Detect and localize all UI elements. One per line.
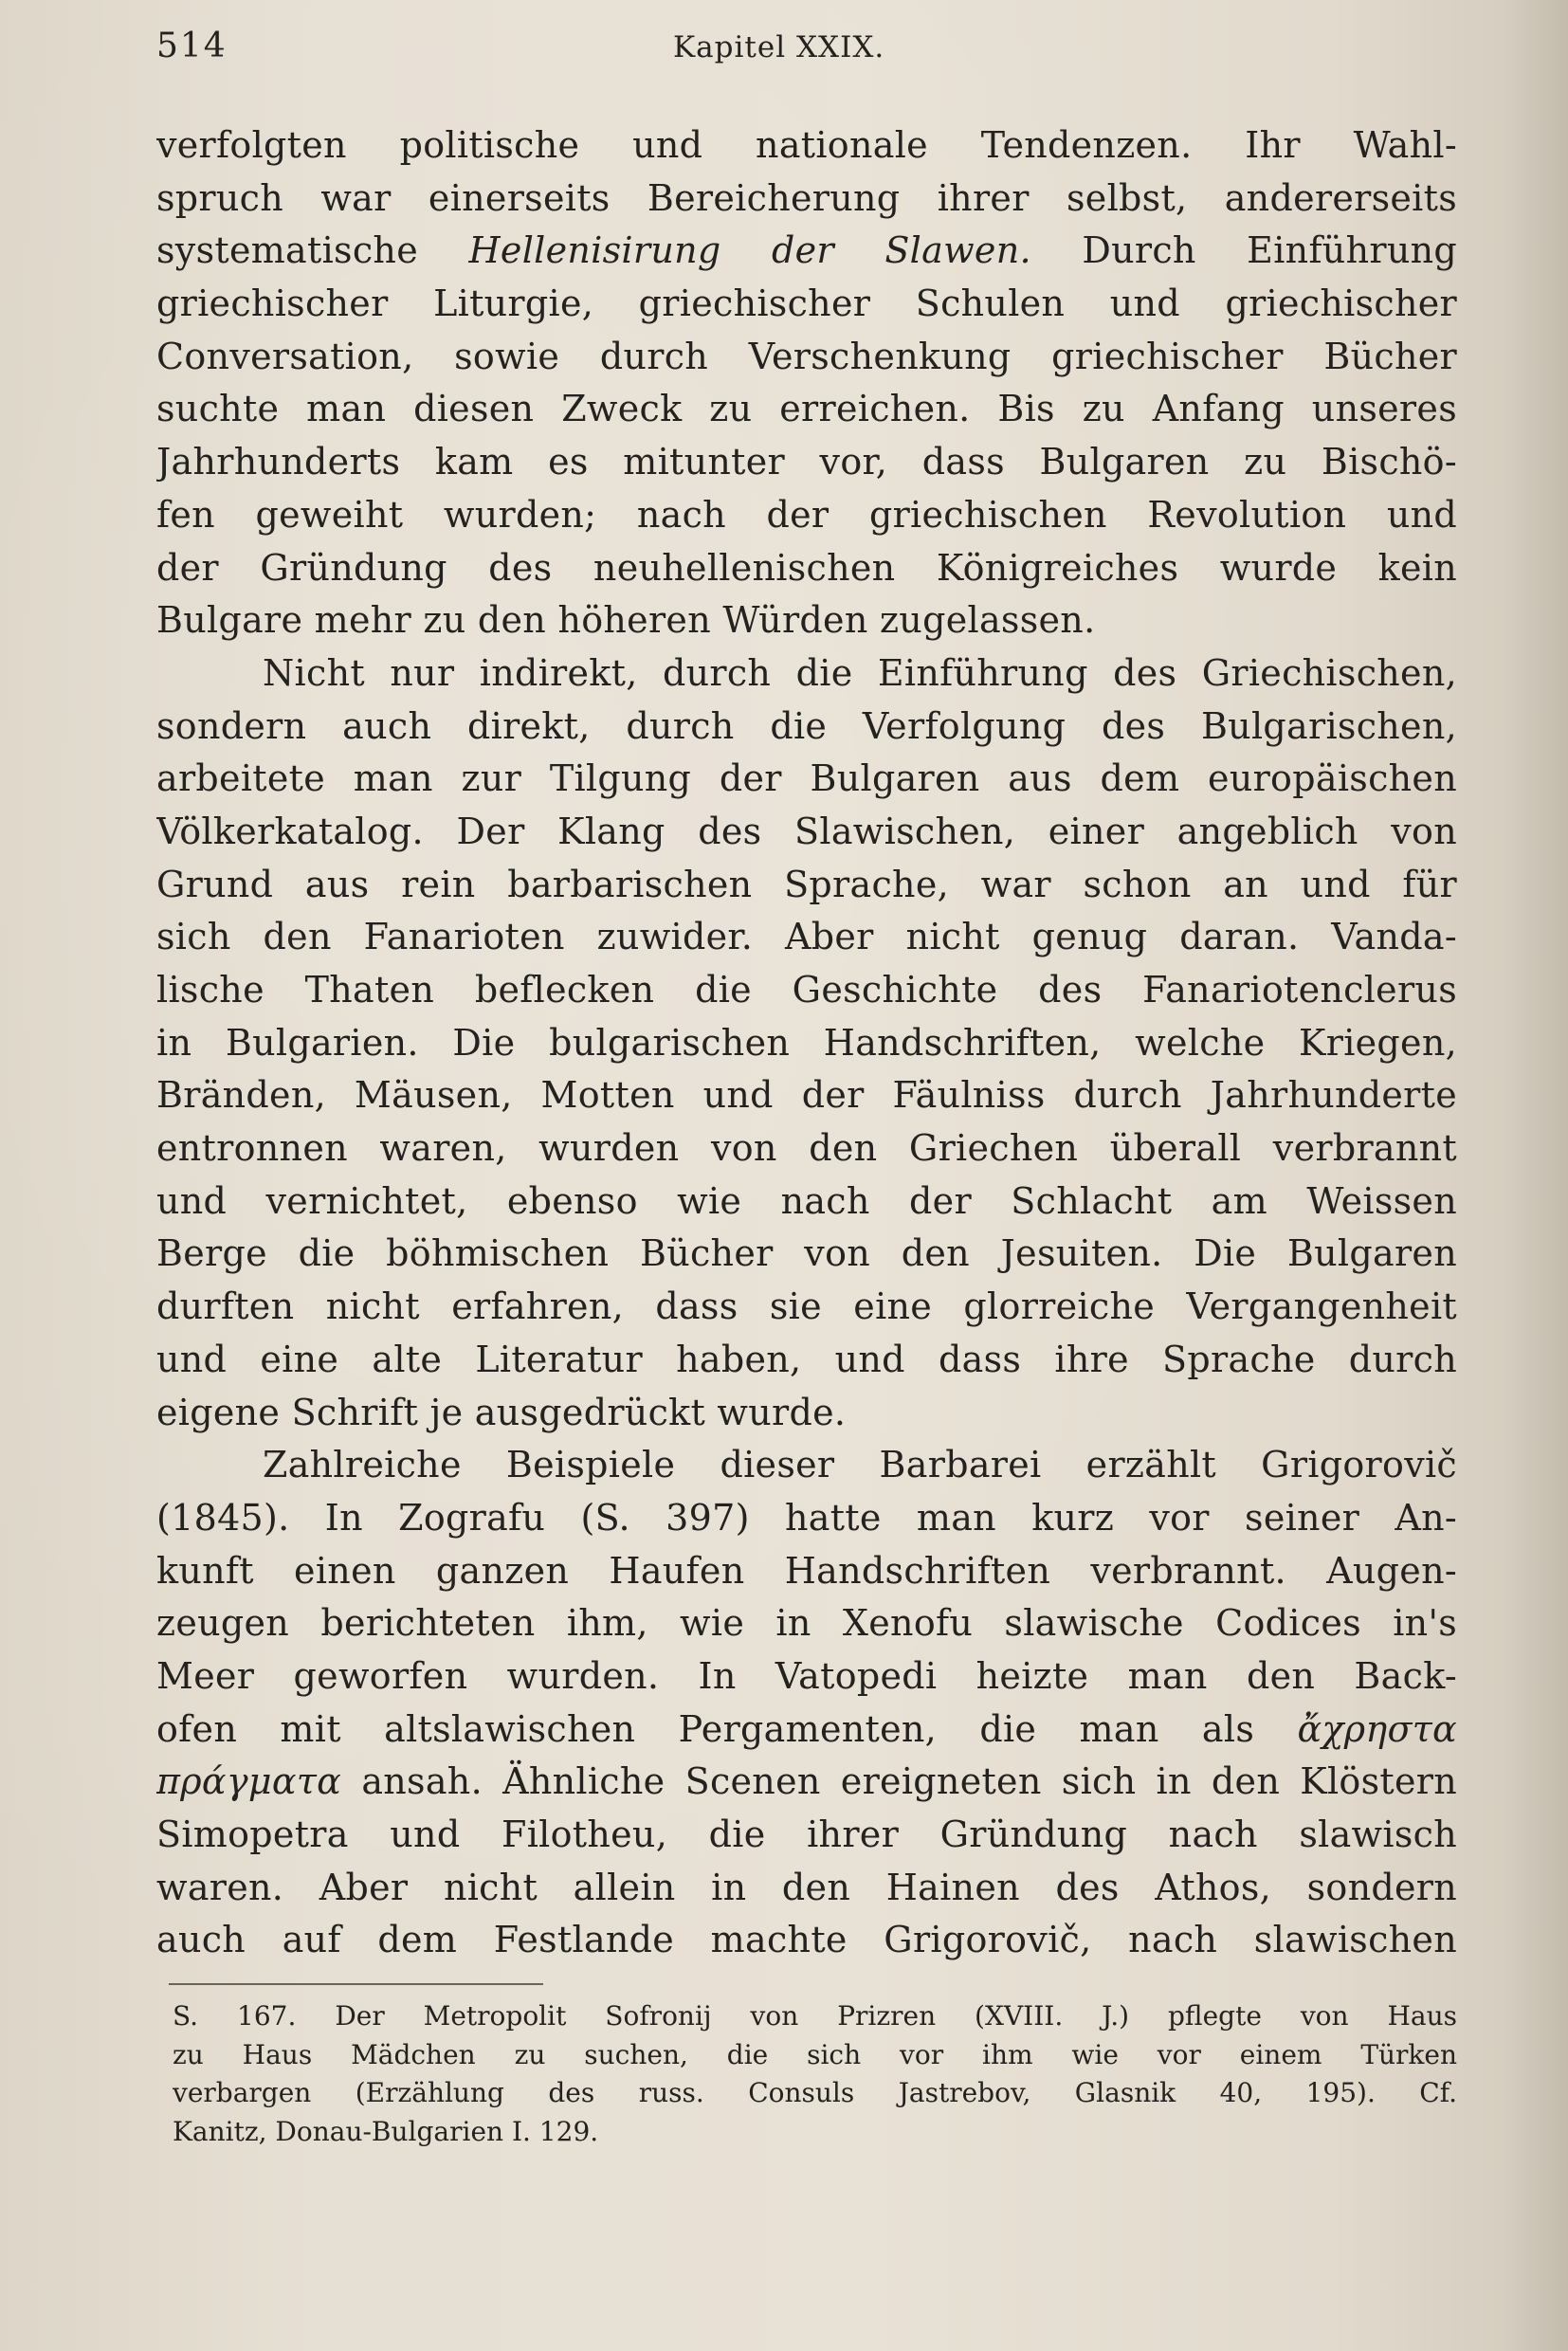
italic-emphasis: Hellenisirung der Slawen. <box>468 229 1031 272</box>
greek-italic-word: πράγματα <box>156 1760 342 1803</box>
text-span: ansah. Ähnliche Scenen ereigneten sich in den Klöstern <box>361 1760 1457 1803</box>
text-line: lische Thaten beflecken die Geschichte des Fanariotenclerus <box>156 969 1457 1011</box>
footnote-line: Kanitz, Donau-Bulgarien I. 129. <box>173 2115 599 2147</box>
paragraph-end-line: Bulgare mehr zu den höheren Würden zugelassen. <box>156 599 1096 642</box>
text-line: zeugen berichteten ihm, wie in Xenofu slawische Codices in's <box>156 1602 1457 1645</box>
text-span: ofen mit altslawischen Pergamenten, die man als <box>156 1707 1255 1750</box>
text-line: Conversation, sowie durch Verschenkung griechischer Bücher <box>156 335 1457 377</box>
text-line: Meer geworfen wurden. In Vatopedi heizte man den Back- <box>156 1654 1457 1697</box>
text-line: auch auf dem Festlande machte Grigorovič, nach slawischen <box>156 1919 1457 1961</box>
page-edge-shadow <box>1502 0 1568 2351</box>
footnote-line: verbargen (Erzählung des russ. Consuls Jastrebov, Glasnik 40, 195). Cf. <box>173 2077 1457 2108</box>
footnote <box>173 1997 1457 2151</box>
text-line: verfolgten politische und nationale Tendenzen. Ihr Wahl- <box>156 124 1457 166</box>
text-line: spruch war einerseits Bereicherung ihrer selbst, andererseits <box>156 176 1457 219</box>
body-text <box>156 119 1457 1967</box>
text-line <box>156 1756 1457 1809</box>
text-line: sondern auch direkt, durch die Verfolgung des Bulgarischen, <box>156 704 1457 747</box>
footnote-divider <box>169 1983 543 1985</box>
text-line: kunft einen ganzen Haufen Handschriften verbrannt. Augen- <box>156 1549 1457 1592</box>
text-line: fen geweiht wurden; nach der griechischen Revolution und <box>156 493 1457 536</box>
text-line: durften nicht erfahren, dass sie eine glorreiche Vergangenheit <box>156 1285 1457 1328</box>
text-line: sich den Fanarioten zuwider. Aber nicht genug daran. Vanda- <box>156 916 1457 958</box>
text-line: Völkerkatalog. Der Klang des Slawischen, einer angeblich von <box>156 810 1457 852</box>
text-line: in Bulgarien. Die bulgarischen Handschriften, welche Kriegen, <box>156 1021 1457 1064</box>
text-line: (1845). In Zografu (S. 397) hatte man kurz vor seiner An- <box>156 1496 1457 1539</box>
text-line <box>156 225 1457 278</box>
chapter-title: Kapitel XXIX. <box>673 30 885 64</box>
running-head <box>156 27 1465 83</box>
text-line: arbeitete man zur Tilgung der Bulgaren aus dem europäischen <box>156 757 1457 800</box>
text-span: systematische <box>156 229 418 272</box>
text-line: Bränden, Mäusen, Motten und der Fäulniss durch Jahrhunderte <box>156 1074 1457 1117</box>
paragraph-end-line: eigene Schrift je ausgedrückt wurde. <box>156 1391 847 1433</box>
text-line: Simopetra und Filotheu, die ihrer Gründung nach slawisch <box>156 1813 1457 1855</box>
paragraph-first-line: Zahlreiche Beispiele dieser Barbarei erzählt Grigorovič <box>263 1444 1457 1486</box>
text-line: griechischer Liturgie, griechischer Schulen und griechischer <box>156 282 1457 325</box>
text-line: und vernichtet, ebenso wie nach der Schlacht am Weissen <box>156 1179 1457 1222</box>
text-line: suchte man diesen Zweck zu erreichen. Bis zu Anfang unseres <box>156 388 1457 430</box>
footnote-line: zu Haus Mädchen zu suchen, die sich vor ihm wie vor einem Türken <box>173 2038 1457 2070</box>
text-span: Durch Einführung <box>1082 229 1457 272</box>
text-line <box>156 1704 1457 1757</box>
greek-italic-word: ἄχρηστα <box>1297 1707 1457 1750</box>
text-line: der Gründung des neuhellenischen Königreiches wurde kein <box>156 546 1457 589</box>
text-line: entronnen waren, wurden von den Griechen überall verbrannt <box>156 1127 1457 1170</box>
page-number: 514 <box>156 27 228 65</box>
text-line: und eine alte Literatur haben, und dass ihre Sprache durch <box>156 1338 1457 1380</box>
footnote-line: S. 167. Der Metropolit Sofronij von Prizren (XVIII. J.) pflegte von Haus <box>173 2000 1457 2032</box>
text-line: Grund aus rein barbarischen Sprache, war schon an und für <box>156 863 1457 905</box>
paragraph-first-line: Nicht nur indirekt, durch die Einführung des Griechischen, <box>263 651 1457 694</box>
text-line: Berge die böhmischen Bücher von den Jesuiten. Die Bulgaren <box>156 1232 1457 1275</box>
text-line: Jahrhunderts kam es mitunter vor, dass Bulgaren zu Bischö- <box>156 441 1457 483</box>
text-line: waren. Aber nicht allein in den Hainen des Athos, sondern <box>156 1866 1457 1908</box>
